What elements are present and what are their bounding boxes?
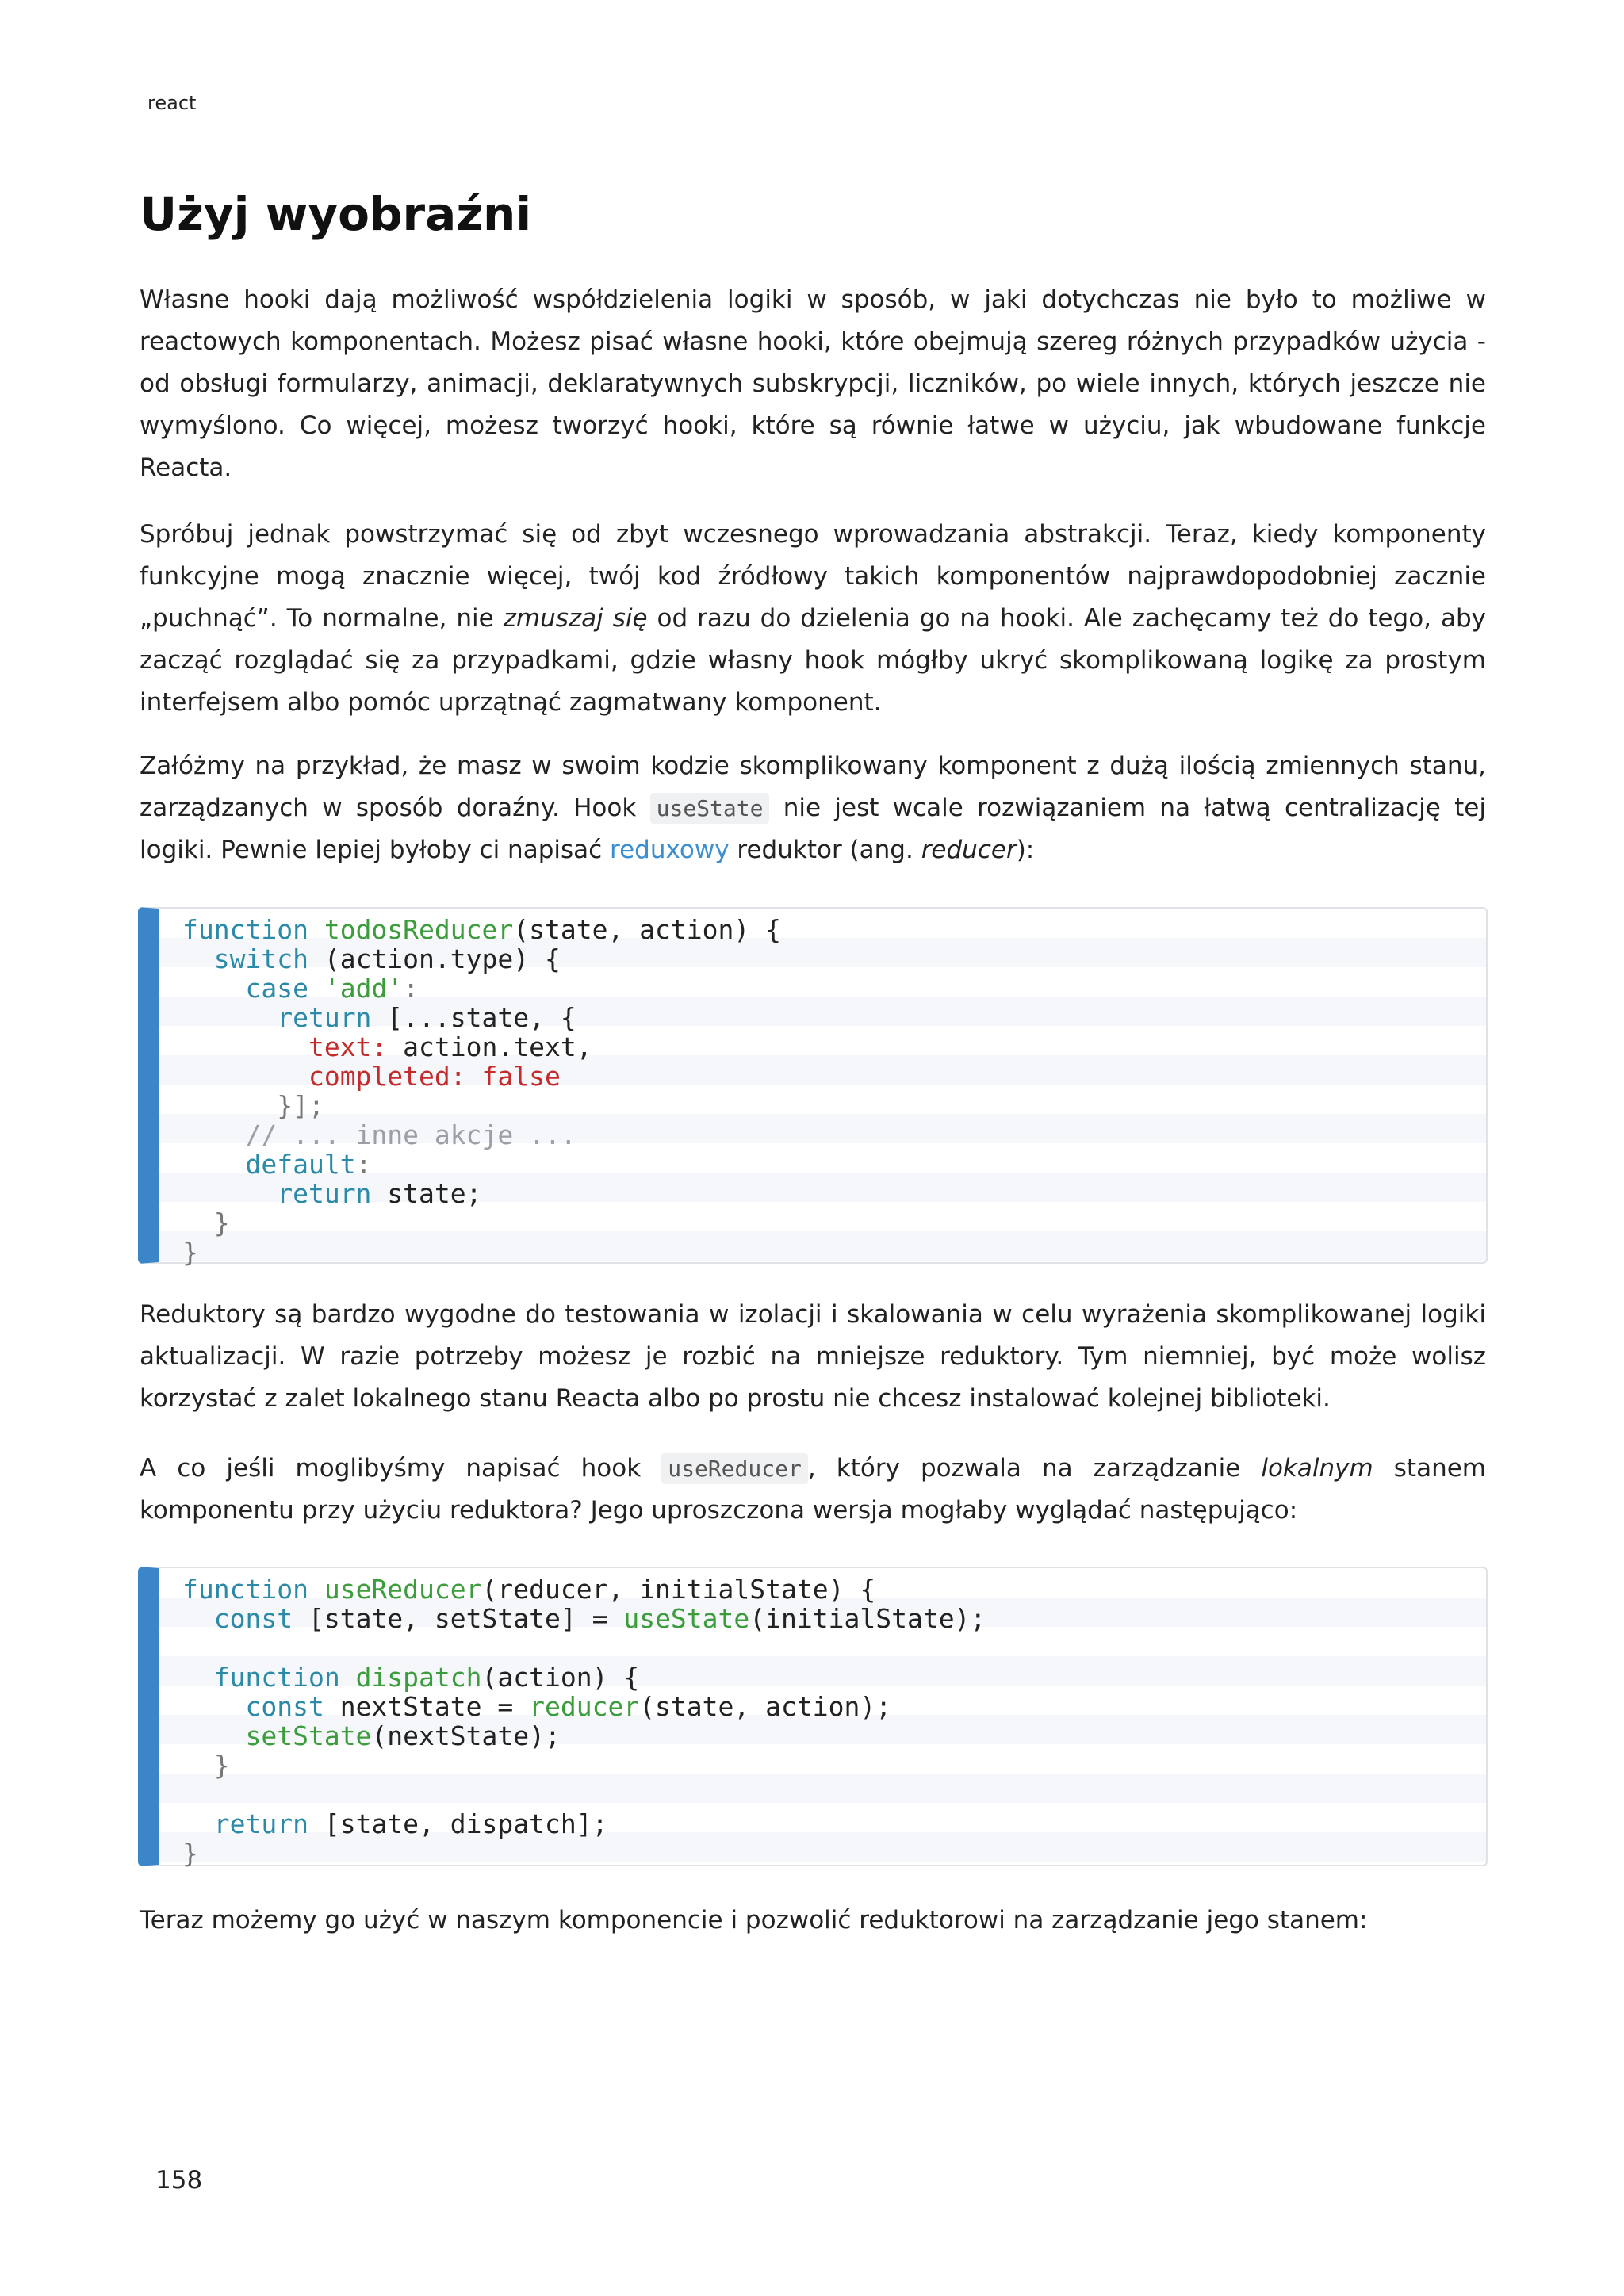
code-line: }];	[277, 1090, 324, 1121]
code-line: }	[182, 1838, 198, 1869]
inline-code-usestate: useState	[650, 793, 770, 824]
code-line: function todosReducer(state, action) {	[182, 914, 782, 945]
paragraph-use-reducer	[140, 1448, 1486, 1532]
code-line: switch (action.type) {	[213, 943, 561, 974]
text-run: A co jeśli moglibyśmy napisać hook	[140, 1454, 662, 1483]
code-line: }	[213, 1207, 230, 1238]
code-line: function useReducer(reducer, initialState) {	[182, 1574, 876, 1605]
running-header: react	[147, 92, 197, 114]
link-reduxowy[interactable]: reduxowy	[610, 836, 730, 864]
code-block-todos-reducer	[138, 907, 1488, 1268]
inline-code-usereducer: useReducer	[661, 1453, 808, 1484]
text-run: ):	[1016, 836, 1035, 864]
emphasis: lokalnym	[1261, 1454, 1373, 1483]
text-run: nie jest wcale rozwiązaniem na łatwą centralizację tej logiki. Pewnie lepiej byłoby ci napisać	[140, 794, 1486, 864]
code-line: return [...state, {	[277, 1002, 576, 1033]
code-line: }	[213, 1750, 230, 1781]
paragraph-abstraction	[140, 514, 1486, 724]
text-run: od razu do dzielenia go na hooki. Ale zachęcamy też do tego, aby zacząć rozglądać się za przypadkami, gdzie własny hook mógłby ukryć skomplikowaną logikę za prostym interfejsem albo pomóc uprzątnąć zagmatwany komponent.	[140, 604, 1486, 717]
code-line: }	[182, 1237, 198, 1268]
text-run: Załóżmy na przykład, że masz w swoim kodzie skomplikowany komponent z dużą ilością zmiennych stanu, zarządzanych w sposób doraźny. Hook	[140, 752, 1486, 822]
code-line: const [state, setState] = useState(initialState);	[213, 1603, 986, 1634]
paragraph-reducer-example	[140, 745, 1486, 871]
code-line: // ... inne akcje ...	[245, 1119, 576, 1150]
paragraph-usage: Teraz możemy go użyć w naszym komponencie i pozwolić reduktorowi na zarządzanie jego stanem:	[140, 1906, 1368, 1934]
code-line	[182, 1633, 1486, 1663]
code-line: text: action.text,	[308, 1031, 592, 1062]
text-run: stanem komponentu przy użyciu reduktora? Jego uproszczona wersja mogłaby wyglądać następująco:	[140, 1454, 1486, 1525]
code-line: function dispatch(action) {	[213, 1662, 640, 1693]
code-line	[182, 1780, 1486, 1809]
page-number: 158	[155, 2166, 203, 2195]
code-line: return [state, dispatch];	[213, 1808, 608, 1839]
code-line: return state;	[277, 1178, 482, 1209]
code-line: const nextState = reducer(state, action);	[245, 1691, 892, 1722]
code-line: default:	[245, 1149, 372, 1180]
emphasis: reducer	[921, 836, 1017, 864]
paragraph-intro: Własne hooki dają możliwość współdzielenia logiki w sposób, w jaki dotychczas nie było to możliwe w reactowych komponentach. Możesz pisać własne hooki, które obejmują szereg różnych przypadków użycia - od obsługi formularzy, animacji, deklaratywnych subskrypcji, liczników, po wiele innych, których jeszcze nie wymyślono. Co więcej, możesz tworzyć hooki, które są równie łatwe w użyciu, jak wbudowane funkcje Reacta.	[140, 285, 1486, 482]
code-line: setState(nextState);	[245, 1720, 561, 1751]
text-run: Spróbuj jednak powstrzymać się od zbyt wczesnego wprowadzania abstrakcji. Teraz, kiedy komponenty funkcyjne mogą znacznie więcej, twój kod źródłowy takich komponentów najprawdopodobniej zacznie „puchnąć”. To normalne, nie	[140, 520, 1486, 633]
paragraph-reducers: Reduktory są bardzo wygodne do testowania w izolacji i skalowania w celu wyrażenia skomplikowanej logiki aktualizacji. W razie potrzeby możesz je rozbić na mniejsze reduktory. Tym niemniej, być może wolisz korzystać z zalet lokalnego stanu Reacta albo po prostu nie chcesz instalować kolejnej biblioteki.	[140, 1300, 1486, 1413]
code-line: completed: false	[308, 1061, 561, 1092]
text-run: reduktor (ang.	[729, 836, 921, 864]
code-line: case 'add':	[245, 973, 419, 1004]
code-block-use-reducer	[138, 1567, 1488, 1869]
text-run: , który pozwala na zarządzanie	[807, 1454, 1262, 1483]
emphasis: zmuszaj się	[503, 604, 648, 633]
page-title: Użyj wyobraźni	[140, 187, 532, 241]
